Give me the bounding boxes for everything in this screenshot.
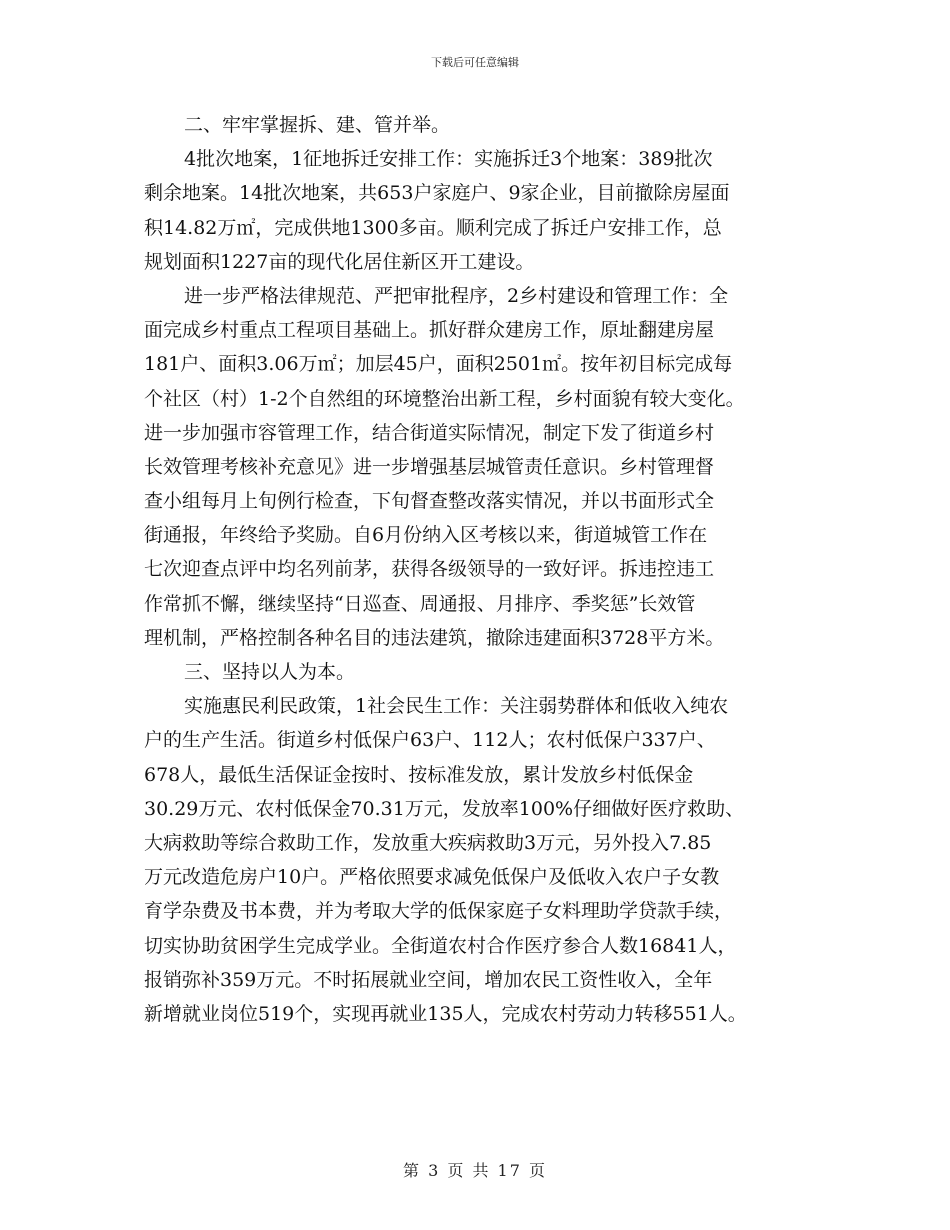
paragraph-line: 户的生产生活。街道乡村低保户63户、112人；农村低保户337户、 [144,729,716,752]
paragraph-line: 30.29万元、农村低保金70.31万元，发放率100%仔细做好医疗救助、 [144,797,745,820]
document-body [144,108,824,1031]
paragraph-line: 查小组每月上旬例行检查，下旬督查整改落实情况，并以书面形式全 [144,490,715,513]
paragraph-line: 万元改造危房户10户。严格依照要求减免低保户及低收入农户子女教 [144,866,720,889]
page-number-footer: 第 3 页 共 17 页 [403,1161,547,1180]
paragraph-line: 理机制，严格控制各种名目的违法建筑，撤除违建面积3728平方米。 [144,626,725,649]
paragraph-line: 切实协助贫困学生完成学业。全街道农村合作医疗参合人数16841人， [144,934,737,957]
paragraph-line: 育学杂费及书本费，并为考取大学的低保家庭子女料理助学贷款手续， [144,900,734,923]
paragraph-line: 进一步严格法律规范、严把审批程序，2乡村建设和管理工作：全 [184,284,729,307]
section-heading: 三、坚持以人为本。 [184,661,356,683]
page-header-note: 下载后可任意编辑 [431,56,519,69]
paragraph-line: 实施惠民利民政策，1社会民生工作：关注弱势群体和低收入纯农 [184,695,729,718]
paragraph-line: 进一步加强市容管理工作，结合街道实际情况，制定下发了街道乡村 [144,421,715,444]
paragraph-line: 4批次地案，1征地拆迁安排工作：实施拆迁3个地案：389批次 [184,148,713,171]
paragraph-line: 规划面积1227亩的现代化居住新区开工建设。 [144,250,535,273]
section-heading: 二、牢牢掌握拆、建、管并举。 [184,114,451,136]
paragraph-line: 剩余地案。14批次地案，共653户家庭户、9家企业，目前撤除房屋面 [144,182,730,205]
paragraph-line: 181户、面积3.06万㎡；加层45户，面积2501㎡。按年初目标完成每 [144,353,733,376]
paragraph-line: 作常抓不懈，继续坚持“日巡查、周通报、月排序、季奖惩”长效管 [144,592,696,615]
paragraph-line: 积14.82万㎡，完成供地1300多亩。顺利完成了拆迁户安排工作，总 [144,216,722,239]
paragraph-line: 七次迎查点评中均名列前茅，获得各级领导的一致好评。拆违控违工 [144,558,715,581]
paragraph-line: 街通报，年终给予奖励。自6月份纳入区考核以来，街道城管工作在 [144,524,708,547]
paragraph-line: 678人，最低生活保证金按时、按标准发放，累计发放乡村低保金 [144,763,694,786]
paragraph-line: 大病救助等综合救助工作，发放重大疾病救助3万元，另外投入7.85 [144,831,712,854]
paragraph-line: 报销弥补359万元。不时拓展就业空间，增加农民工资性收入，全年 [144,968,713,991]
paragraph-line: 个社区（村）1-2个自然组的环境整治出新工程，乡村面貌有较大变化。 [144,387,745,410]
paragraph-line: 新增就业岗位519个，实现再就业135人，完成农村劳动力转移551人。 [144,1002,747,1025]
paragraph-line: 长效管理考核补充意见》进一步增强基层城管责任意识。乡村管理督 [144,455,715,478]
paragraph-line: 面完成乡村重点工程项目基础上。抓好群众建房工作，原址翻建房屋 [144,319,715,342]
